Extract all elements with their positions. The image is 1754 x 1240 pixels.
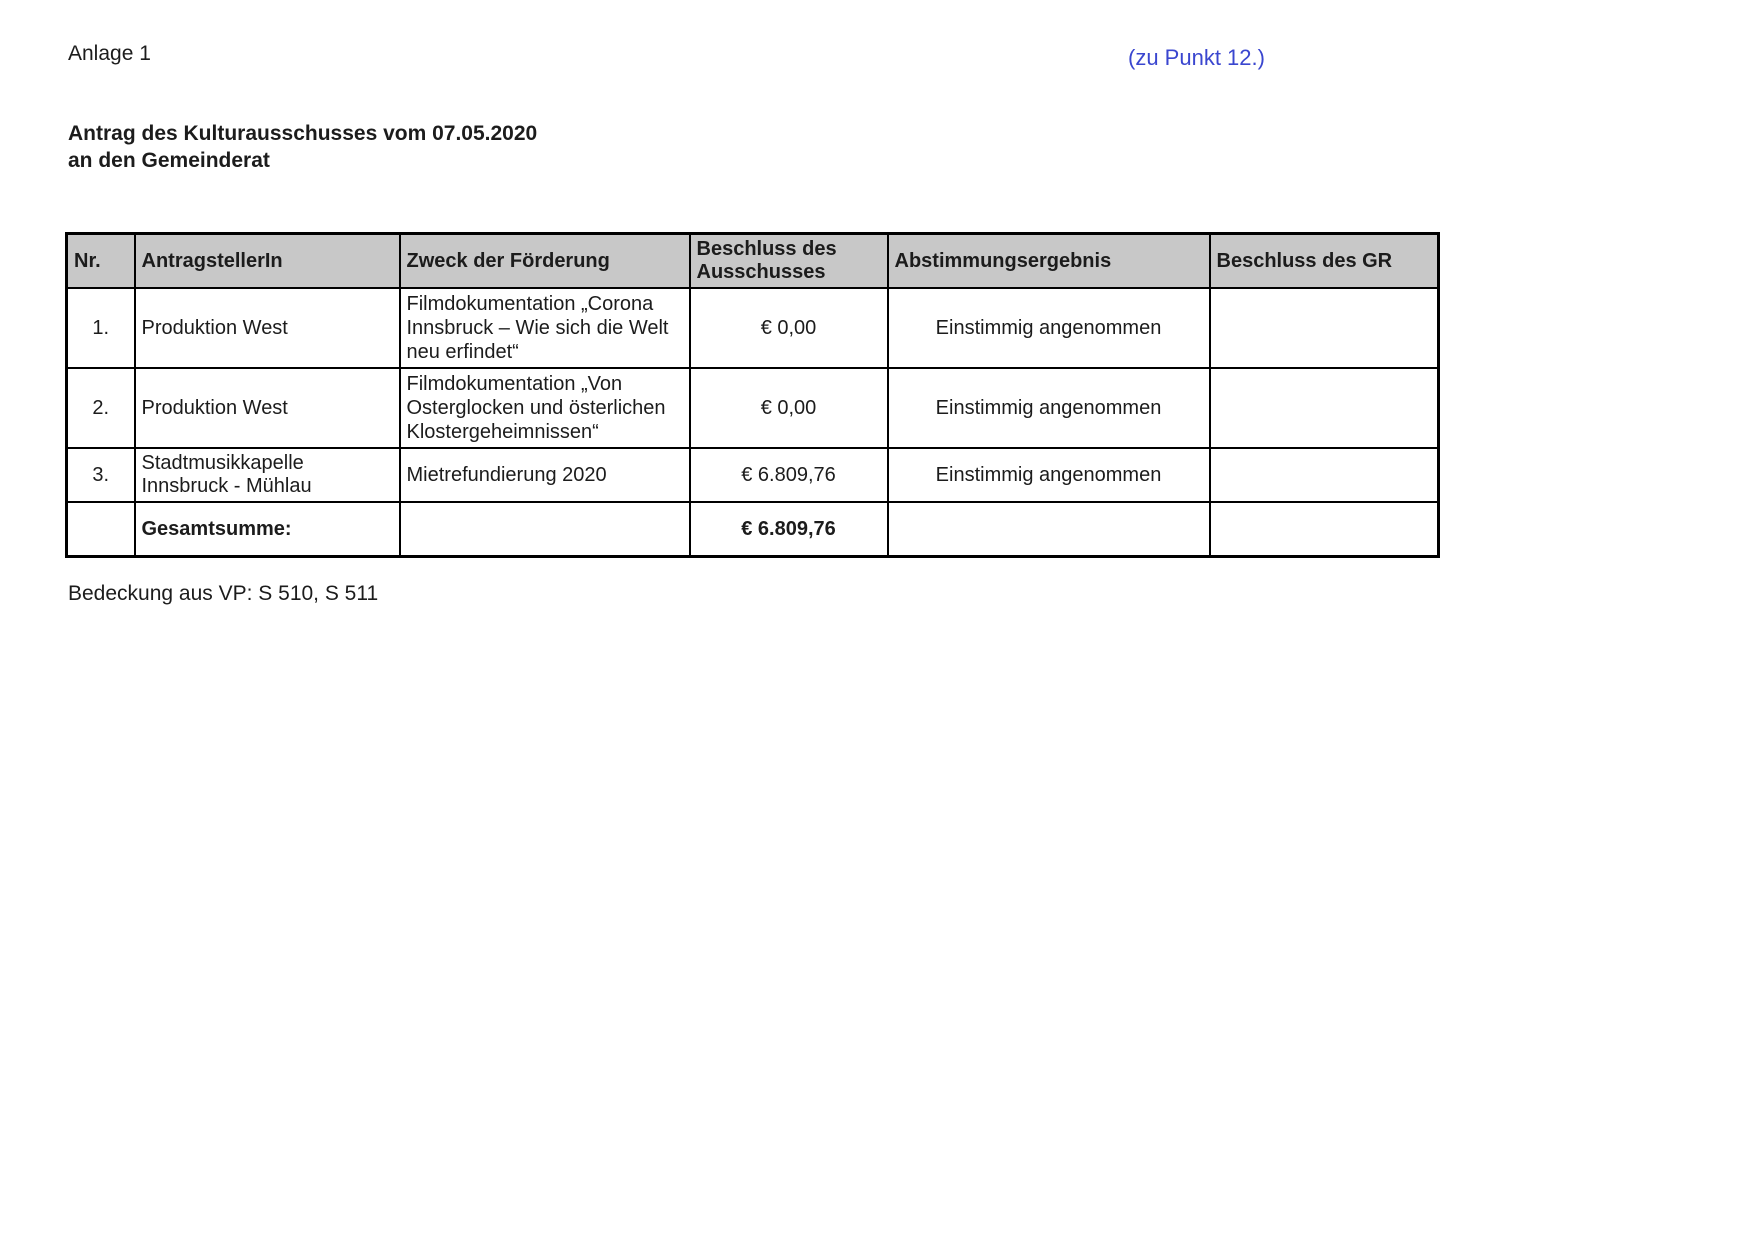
header-abstimmungsergebnis: Abstimmungsergebnis	[888, 234, 1210, 289]
cell-nr: 1.	[67, 288, 135, 368]
cell-abstimmungsergebnis: Einstimmig angenommen	[888, 448, 1210, 502]
header-beschluss-ausschuss: Beschluss des Ausschusses	[690, 234, 888, 289]
annotation-punkt-reference: (zu Punkt 12.)	[1128, 45, 1265, 70]
cell-antragsteller: Produktion West	[135, 368, 400, 448]
cell-gr-empty	[1210, 502, 1439, 557]
cell-abstimmungsergebnis: Einstimmig angenommen	[888, 288, 1210, 368]
funding-table	[65, 232, 1440, 558]
document-title-line2: an den Gemeinderat	[68, 149, 270, 172]
cell-zweck: Filmdokumentation „Corona Innsbruck – Wie sich die Welt neu erfindet“	[400, 288, 690, 368]
header-nr: Nr.	[67, 234, 135, 289]
cell-total-label: Gesamtsumme:	[135, 502, 400, 557]
cell-beschluss-gr	[1210, 448, 1439, 502]
table-row	[67, 288, 1439, 368]
cell-nr: 3.	[67, 448, 135, 502]
header-beschluss-gr: Beschluss des GR	[1210, 234, 1439, 289]
cell-beschluss-gr	[1210, 368, 1439, 448]
cell-abstimmungsergebnis: Einstimmig angenommen	[888, 368, 1210, 448]
cell-total-amount: € 6.809,76	[690, 502, 888, 557]
cell-zweck: Mietrefundierung 2020	[400, 448, 690, 502]
table-total-row	[67, 502, 1439, 557]
footer-note: Bedeckung aus VP: S 510, S 511	[68, 582, 379, 605]
cell-antragsteller: Stadtmusikkapelle Innsbruck - Mühlau	[135, 448, 400, 502]
document-title-line1: Antrag des Kulturausschusses vom 07.05.2020	[68, 122, 538, 145]
document-title	[68, 120, 537, 174]
annotation-anlage: Anlage 1	[68, 42, 151, 65]
cell-zweck: Filmdokumentation „Von Osterglocken und österlichen Klostergeheimnissen“	[400, 368, 690, 448]
cell-beschluss-ausschuss: € 0,00	[690, 368, 888, 448]
cell-nr-empty	[67, 502, 135, 557]
cell-beschluss-ausschuss: € 0,00	[690, 288, 888, 368]
cell-zweck-empty	[400, 502, 690, 557]
table-header-row	[67, 234, 1439, 289]
table-row	[67, 368, 1439, 448]
header-antragsteller: AntragstellerIn	[135, 234, 400, 289]
header-zweck: Zweck der Förderung	[400, 234, 690, 289]
cell-abstimmung-empty	[888, 502, 1210, 557]
cell-antragsteller: Produktion West	[135, 288, 400, 368]
cell-beschluss-gr	[1210, 288, 1439, 368]
table-row	[67, 448, 1439, 502]
cell-beschluss-ausschuss: € 6.809,76	[690, 448, 888, 502]
cell-nr: 2.	[67, 368, 135, 448]
